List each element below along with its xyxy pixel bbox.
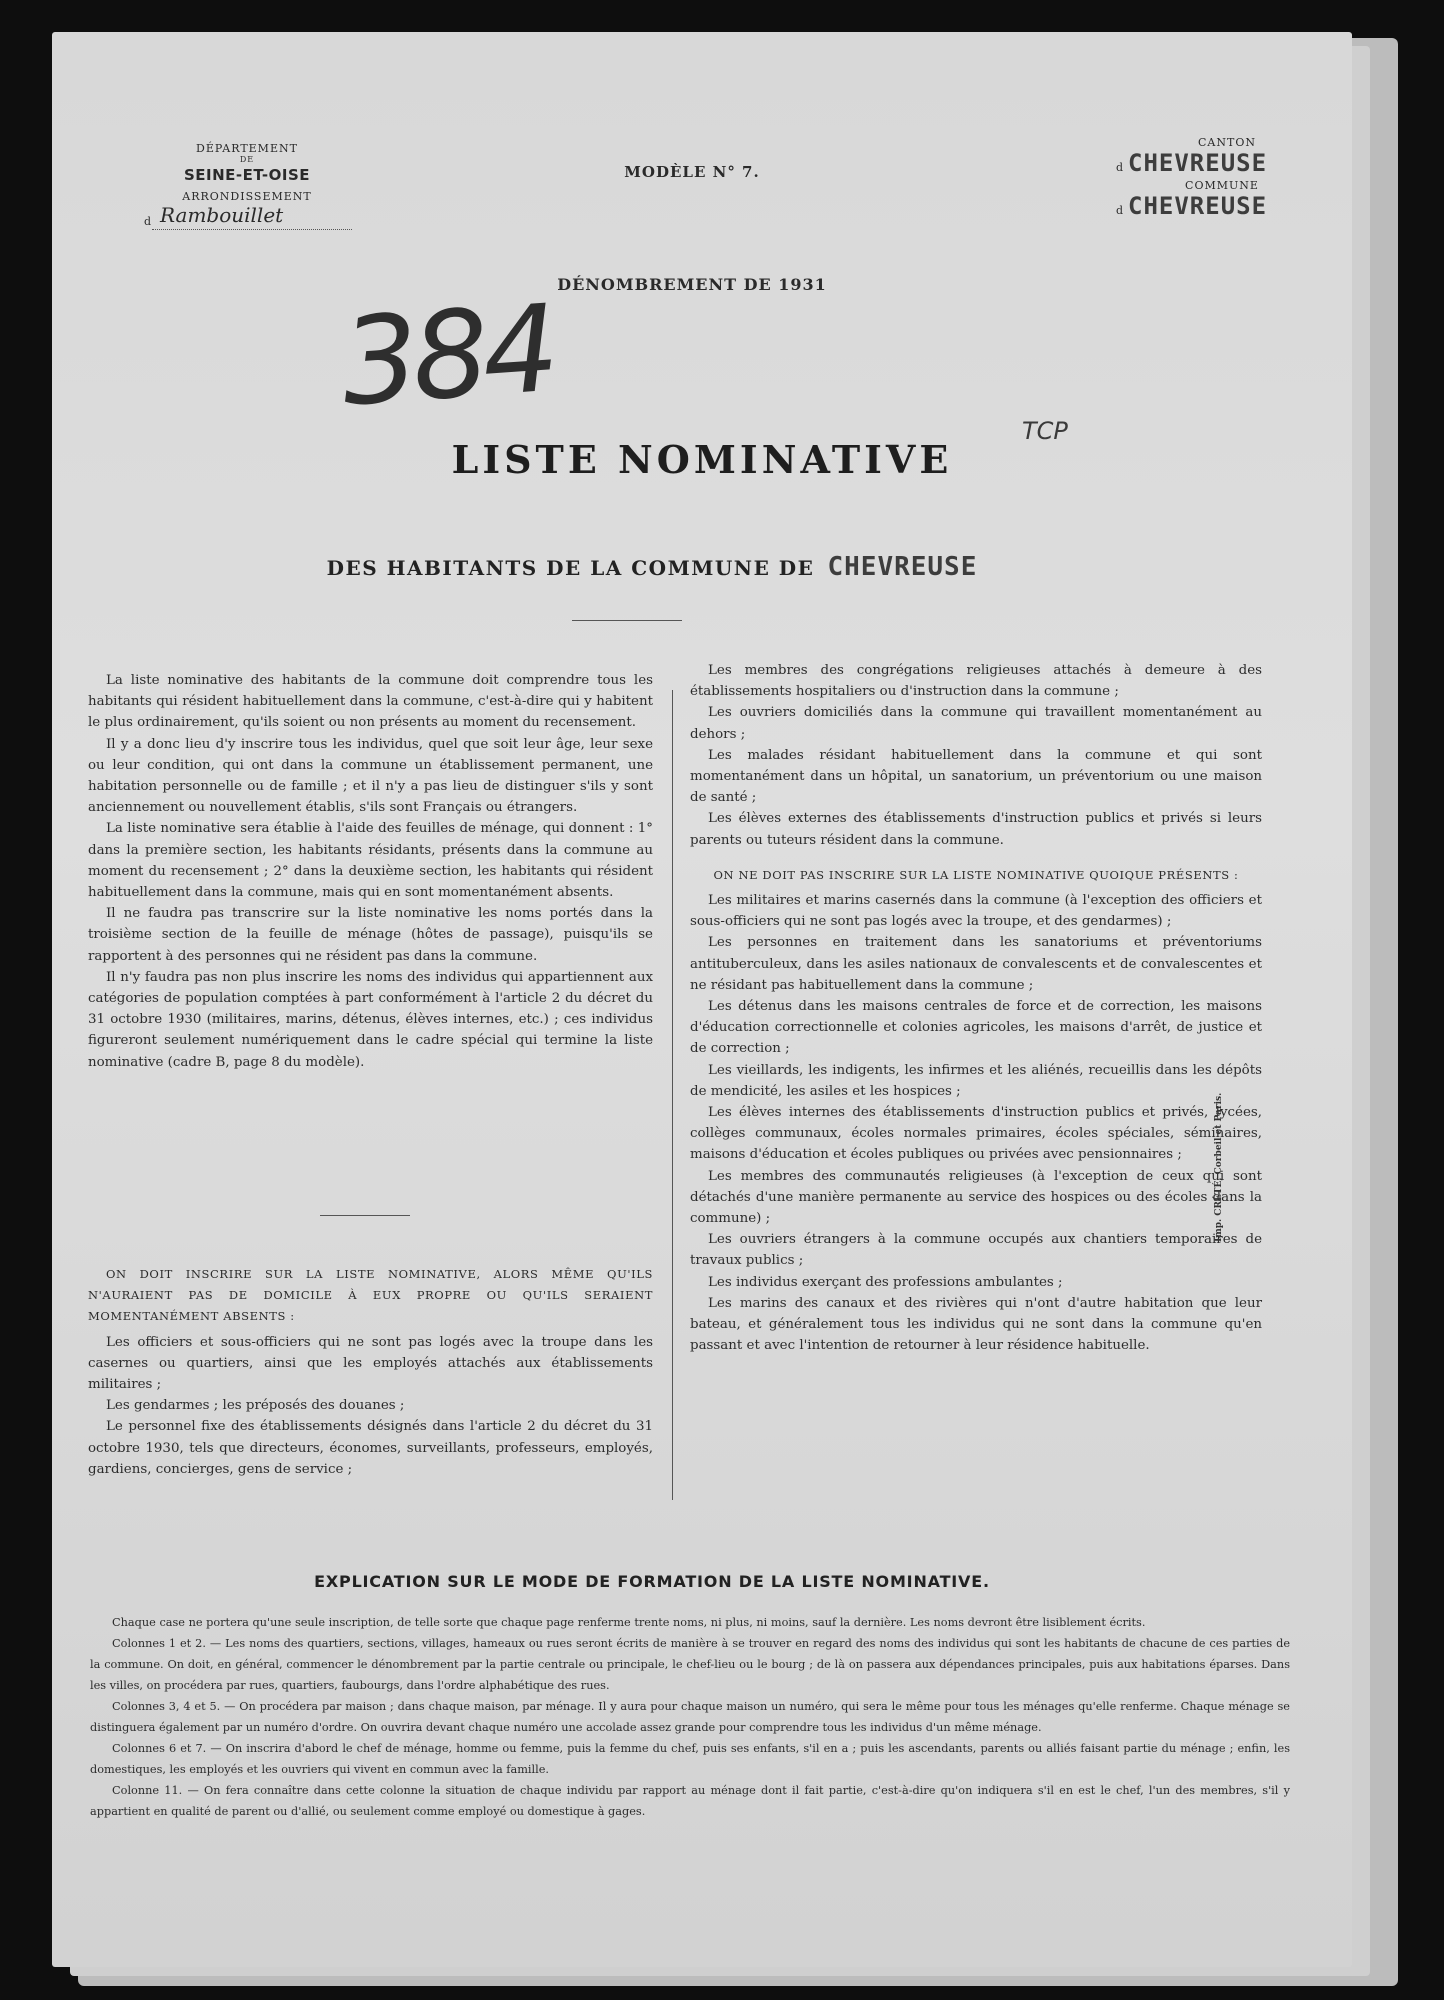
left2-paragraph-1: Les officiers et sous-officiers qui ne sont pas logés avec la troupe dans les casernes ou quartiers, ainsi que les employés attachés aux établissements militaires ; (88, 1334, 653, 1393)
explanation-paragraph-1: Chaque case ne portera qu'une seule inscription, de telle sorte que chaque page renferme trente noms, ni plus, ni moins, sauf la dernière. Les noms devront être lisiblement écrits. (112, 1616, 1146, 1629)
right2-paragraph-5: Les élèves internes des établissements d'instruction publics et privés, lycées, collèges communaux, écoles normales primaires, écoles spéciales, séminaires, maisons d'éducation et écoles publiques ou privées avec pensionnaires ; (690, 1105, 1262, 1163)
de-label: DE (239, 155, 255, 164)
explanation-paragraph-5: Colonne 11. — On fera connaître dans cette colonne la situation de chaque individu par rapport au ménage dont il fait partie, c'est-à-dire qu'on indiquera s'il en est le chef, l'un des membres, s'il y appartient en qualité de parent ou d'allié, ou seulement comme employé ou domestique à gages. (90, 1784, 1290, 1818)
left-paragraph-3: La liste nominative sera établie à l'aide des feuilles de ménage, qui donnent : 1° dans la première section, les habitants résidants, présents dans la commune au moment du recensement ; 2° dans la deuxième section, les habitants qui résident habituellement dans la commune, mais qui en sont momentanément absents. (88, 821, 653, 901)
left-column-text (88, 670, 653, 1073)
explanation-title: EXPLICATION SUR LE MODE DE FORMATION DE LA LISTE NOMINATIVE. (314, 1572, 990, 1591)
commune-label: COMMUNE (1185, 179, 1259, 192)
canton-d-prefix: d (1116, 161, 1124, 174)
right2-paragraph-6: Les membres des communautés religieuses (à l'exception de ceux qui sont détachés d'une manière permanente au service des hospices ou des écoles dans la commune) ; (690, 1168, 1262, 1227)
title-divider (572, 620, 682, 621)
modele-number: MODÈLE N° 7. (624, 163, 760, 181)
arrondissement-label: ARRONDISSEMENT (182, 190, 312, 203)
subtitle-prefix: DES HABITANTS DE LA COMMUNE DE (326, 556, 815, 580)
arrondissement-d-prefix: d (144, 215, 152, 228)
canton-name: CHEVREUSE (1128, 149, 1268, 177)
right-paragraph-2: Les ouvriers domiciliés dans la commune qui travaillent momentanément au dehors ; (690, 705, 1262, 742)
handwritten-number: 384 (337, 279, 558, 434)
header-departement-block (122, 142, 372, 233)
explanation-paragraph-2: Colonnes 1 et 2. — Les noms des quartiers, sections, villages, hameaux ou rues seront écrits de manière à se trouver en regard des noms des individus qui sont les habitants de chacune de ces parties de la commune. On doit, en général, commencer le dénombrement par la partie centrale ou principale, le chef-lieu ou le bourg ; de là on passera aux dépendances principales, puis aux habitations éparses. Dans les villes, on procédera par rues, quartiers, faubourgs, dans l'ordre alphabétique des rues. (90, 1637, 1290, 1692)
left-divider (320, 1215, 410, 1216)
right2-paragraph-3: Les détenus dans les maisons centrales de force et de correction, les maisons d'éducation correctionnelle et colonies agricoles, les maisons d'arrêt, de justice et de correction ; (690, 999, 1262, 1057)
left-paragraph-2: Il y a donc lieu d'y inscrire tous les individus, quel que soit leur âge, leur sexe ou leur condition, qui ont dans la commune un établissement permanent, une habitation personnelle ou de famille ; et il n'y a pas lieu de distinguer s'ils y sont anciennement ou nouvellement établis, s'ils sont Français ou étrangers. (88, 736, 653, 816)
explanation-paragraph-4: Colonnes 6 et 7. — On inscrira d'abord le chef de ménage, homme ou femme, puis la femme du chef, puis ses enfants, s'il en a ; puis les ascendants, parents ou alliés faisant partie du ménage ; enfin, les domestiques, les employés et les ouvriers qui vivent en commun avec la famille. (90, 1742, 1290, 1776)
commune-name: CHEVREUSE (1128, 192, 1268, 220)
left-paragraph-4: Il ne faudra pas transcrire sur la liste nominative les noms portés dans la troisième section de la feuille de ménage (hôtes de passage), puisqu'ils se rapportent à des personnes qui ne résident pas dans la commune. (88, 906, 653, 964)
right2-paragraph-4: Les vieillards, les indigents, les infirmes et les aliénés, recueillis dans les dépôts de mendicité, les asiles et les hospices ; (690, 1062, 1262, 1099)
departement-label: DÉPARTEMENT (196, 142, 298, 155)
subtitle-commune: CHEVREUSE (827, 552, 978, 582)
canton-label: CANTON (1198, 136, 1256, 149)
left-paragraph-5: Il n'y faudra pas non plus inscrire les noms des individus qui appartiennent aux catégories de population comptées à part conformément à l'article 2 du décret du 31 octobre 1930 (militaires, marins, détenus, élèves internes, etc.) ; ces individus figureront seulement numériquement dans le cadre spécial qui termine la liste nominative (cadre B, page 8 du modèle). (88, 969, 653, 1070)
commune-d-prefix: d (1116, 204, 1124, 217)
left2-paragraph-3: Le personnel fixe des établissements désignés dans l'article 2 du décret du 31 octobre 1930, tels que directeurs, économes, surveillants, professeurs, employés, gardiens, concierges, gens de service ; (88, 1419, 653, 1477)
page-title: LISTE NOMINATIVE (451, 437, 953, 482)
right2-paragraph-9: Les marins des canaux et des rivières qui n'ont d'autre habitation que leur bateau, et généralement tous les individus qui ne sont dans la commune qu'en passant et avec l'intention de retourner à leur résidence habituelle. (690, 1295, 1262, 1354)
census-form-page (52, 32, 1352, 1967)
handwritten-initials: TCP (1022, 417, 1068, 445)
right2-paragraph-1: Les militaires et marins casernés dans la commune (à l'exception des officiers et sous-officiers qui ne sont pas logés avec la troupe, et des gendarmes) ; (690, 893, 1262, 930)
right-heading-ne-pas-inscrire: ON NE DOIT PAS INSCRIRE SUR LA LISTE NOMINATIVE QUOIQUE PRÉSENTS : (713, 867, 1239, 882)
right-column-text (690, 660, 1262, 1357)
column-rule (672, 690, 673, 1500)
left2-paragraph-2: Les gendarmes ; les préposés des douanes ; (106, 1398, 405, 1414)
left-paragraph-1: La liste nominative des habitants de la commune doit comprendre tous les habitants qui résident habituellement dans la commune, c'est-à-dire qui y habitent le plus ordinairement, qu'ils soient ou non présents au moment du recensement. (88, 673, 653, 731)
right2-paragraph-8: Les individus exerçant des professions ambulantes ; (708, 1274, 1063, 1290)
printer-mark: Imp. CRÉTÉ, Corbeil et Paris. (1214, 1092, 1224, 1242)
subtitle (252, 552, 1052, 582)
right-paragraph-1: Les membres des congrégations religieuses attachés à demeure à des établissements hospitaliers ou d'instruction dans la commune ; (690, 663, 1262, 700)
left-column-text-2 (88, 1264, 653, 1480)
arrondissement-name: Rambouillet (160, 203, 284, 227)
departement-name: SEINE-ET-OISE (183, 166, 311, 184)
header-canton-block (1102, 136, 1312, 222)
explanation-paragraph-3: Colonnes 3, 4 et 5. — On procédera par maison ; dans chaque maison, par ménage. Il y aura pour chaque maison un numéro, qui sera le même pour tous les ménages qu'elle renferme. Chaque ménage se distinguera également par un numéro d'ordre. On ouvrira devant chaque numéro une accolade assez grande pour comprendre tous les individus d'un même ménage. (90, 1700, 1290, 1734)
right-paragraph-4: Les élèves externes des établissements d'instruction publics et privés si leurs parents ou tuteurs résident dans la commune. (690, 811, 1262, 848)
right2-paragraph-7: Les ouvriers étrangers à la commune occupés aux chantiers temporaires de travaux publics ; (690, 1232, 1262, 1269)
explanation-text (90, 1612, 1290, 1822)
right2-paragraph-2: Les personnes en traitement dans les sanatoriums et préventoriums antituberculeux, dans les asiles nationaux de convalescents et de convalescentes et ne résidant pas habituellement dans la commune ; (690, 935, 1262, 993)
right-paragraph-3: Les malades résidant habituellement dans la commune et qui sont momentanément dans un hôpital, un sanatorium, un préventorium ou une maison de santé ; (690, 747, 1262, 806)
left-heading-inscrire: ON DOIT INSCRIRE SUR LA LISTE NOMINATIVE, ALORS MÊME QU'ILS N'AURAIENT PAS DE DOMICILE À EUX PROPRE OU QU'ILS SERAIENT MOMENTANÉMENT ABSENTS : (88, 1267, 653, 1324)
denombrement-year: DÉNOMBREMENT DE 1931 (557, 275, 827, 294)
